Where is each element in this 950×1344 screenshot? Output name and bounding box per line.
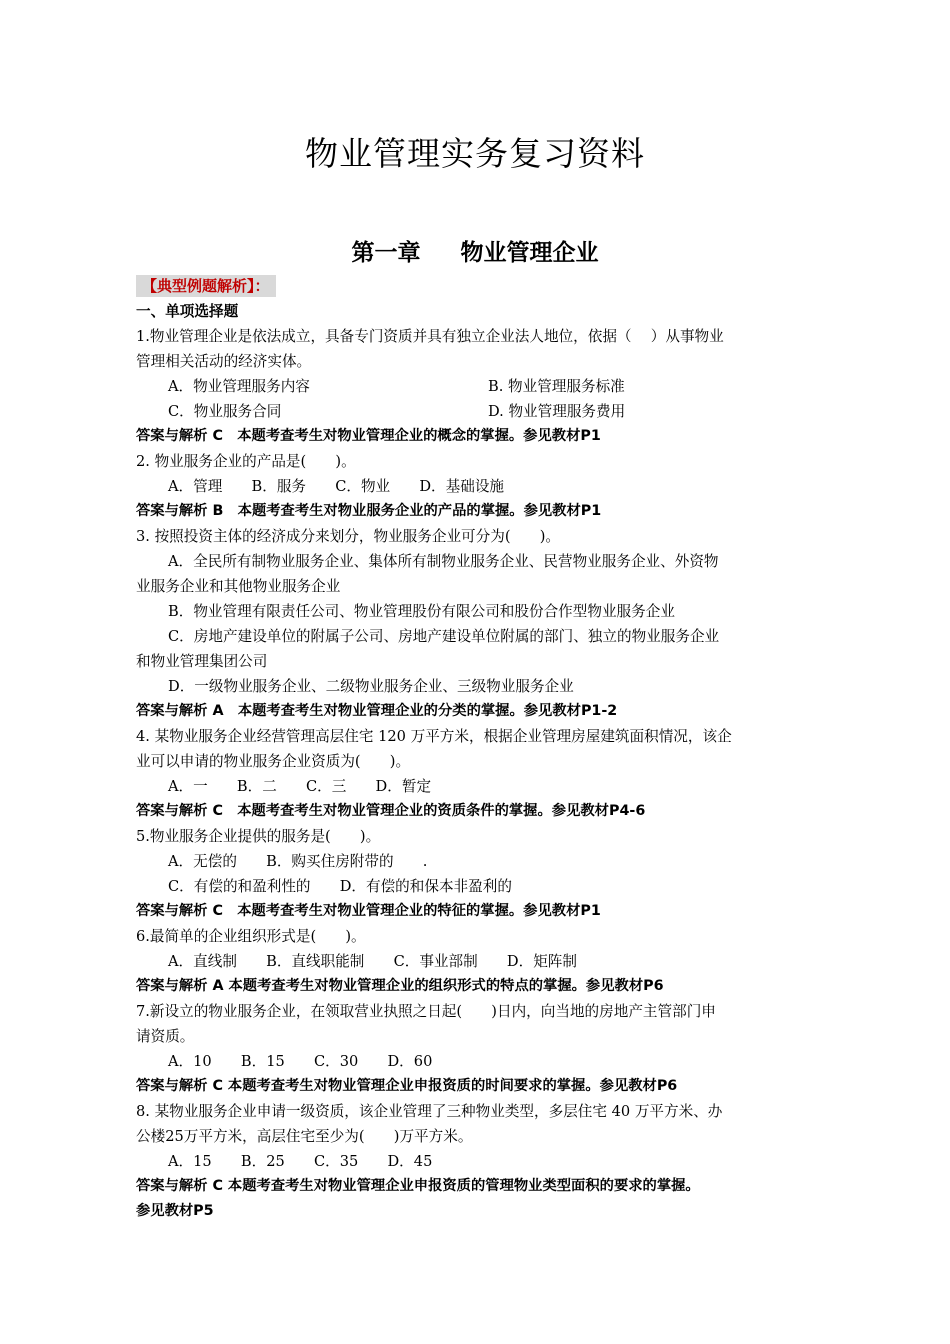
question-4-options: A．一 B．二 C．三 D．暂定	[168, 778, 432, 795]
question-1-option-c: C．物业服务合同	[168, 403, 282, 420]
question-7-options: A．10 B．15 C．30 D．60	[168, 1053, 433, 1070]
question-4-stem: 4. 某物业服务企业经营管理高层住宅 120 万平方米，根据企业管理房屋建筑面积情况，该企	[136, 728, 732, 745]
question-3-option-a: A．全民所有制物业服务企业、集体所有制物业服务企业、民营物业服务企业、外资物	[168, 553, 719, 570]
question-3-option-b: B．物业管理有限责任公司、物业管理股份有限公司和股份合作型物业服务企业	[168, 603, 675, 620]
question-7-answer: 答案与解析 C 本题考查考生对物业管理企业申报资质的时间要求的掌握。参见教材P6	[136, 1078, 678, 1094]
chapter-heading	[0, 234, 950, 267]
question-5-options-row-2: C．有偿的和盈利性的 D．有偿的和保本非盈利的	[168, 878, 512, 895]
question-1-options-row-1	[136, 374, 816, 399]
question-2-stem: 2. 物业服务企业的产品是( )。	[136, 453, 356, 470]
question-7-stem: 7.新设立的物业服务企业，在领取营业执照之日起( )日内，向当地的房地产主管部门申	[136, 1003, 716, 1020]
question-4-stem-cont: 业可以申请的物业服务企业资质为( )。	[136, 753, 411, 770]
question-8-options: A．15 B．25 C．35 D．45	[168, 1153, 433, 1170]
question-3-answer: 答案与解析 A 本题考查考生对物业管理企业的分类的掌握。参见教材P1-2	[136, 703, 618, 719]
question-8-stem: 8. 某物业服务企业申请一级资质，该企业管理了三种物业类型，多层住宅 40 万平方米、办	[136, 1103, 723, 1120]
question-5-answer: 答案与解析 C 本题考查考生对物业管理企业的特征的掌握。参见教材P1	[136, 903, 601, 919]
question-3-option-a-cont: 业服务企业和其他物业服务企业	[136, 578, 341, 595]
question-1-option-b: B. 物业管理服务标准	[488, 378, 625, 395]
question-5-stem: 5.物业服务企业提供的服务是( )。	[136, 828, 381, 845]
question-6-answer: 答案与解析 A 本题考查考生对物业管理企业的组织形式的特点的掌握。参见教材P6	[136, 978, 664, 994]
question-6-options: A．直线制 B．直线职能制 C．事业部制 D．矩阵制	[168, 953, 577, 970]
question-2-options: A．管理 B．服务 C．物业 D．基础设施	[168, 478, 505, 495]
question-5-options-row-1: A．无偿的 B．购买住房附带的 .	[168, 853, 428, 870]
question-3-option-d: D．一级物业服务企业、二级物业服务企业、三级物业服务企业	[168, 678, 574, 695]
question-8-answer-cont: 参见教材P5	[136, 1203, 214, 1219]
question-8-stem-cont: 公楼25万平方米，高层住宅至少为( )万平方米。	[136, 1128, 473, 1145]
question-3-stem: 3. 按照投资主体的经济成分来划分，物业服务企业可分为( )。	[136, 528, 560, 545]
question-3-option-c-cont: 和物业管理集团公司	[136, 653, 268, 670]
question-3-option-c: C．房地产建设单位的附属子公司、房地产建设单位附属的部门、独立的物业服务企业	[168, 628, 720, 645]
question-8-answer: 答案与解析 C 本题考查考生对物业管理企业申报资质的管理物业类型面积的要求的掌握。	[136, 1178, 700, 1194]
question-7-stem-cont: 请资质。	[136, 1028, 195, 1045]
section-type-heading: 一、单项选择题	[136, 303, 239, 320]
question-1-options-row-2	[136, 399, 816, 424]
question-2-answer: 答案与解析 B 本题考查考生对物业服务企业的产品的掌握。参见教材P1	[136, 503, 602, 519]
document-title: 物业管理实务复习资料	[305, 134, 645, 173]
question-1-option-d: D. 物业管理服务费用	[488, 403, 626, 420]
chapter-number: 第一章	[351, 240, 421, 266]
question-4-answer: 答案与解析 C 本题考查考生对物业管理企业的资质条件的掌握。参见教材P4-6	[136, 803, 646, 819]
question-1-stem: 1.物业管理企业是依法成立，具备专门资质并具有独立企业法人地位，依据（ ）从事物业	[136, 328, 724, 345]
chapter-title: 物业管理企业	[460, 240, 599, 266]
question-6-stem: 6.最简单的企业组织形式是( )。	[136, 928, 366, 945]
section-tag: 【典型例题解析】：	[136, 275, 276, 297]
question-1-stem-cont: 管理相关活动的经济实体。	[136, 353, 312, 370]
document-body	[136, 274, 816, 1224]
question-1-answer: 答案与解析 C 本题考查考生对物业管理企业的概念的掌握。参见教材P1	[136, 428, 601, 444]
question-1-option-a: A．物业管理服务内容	[168, 378, 310, 395]
